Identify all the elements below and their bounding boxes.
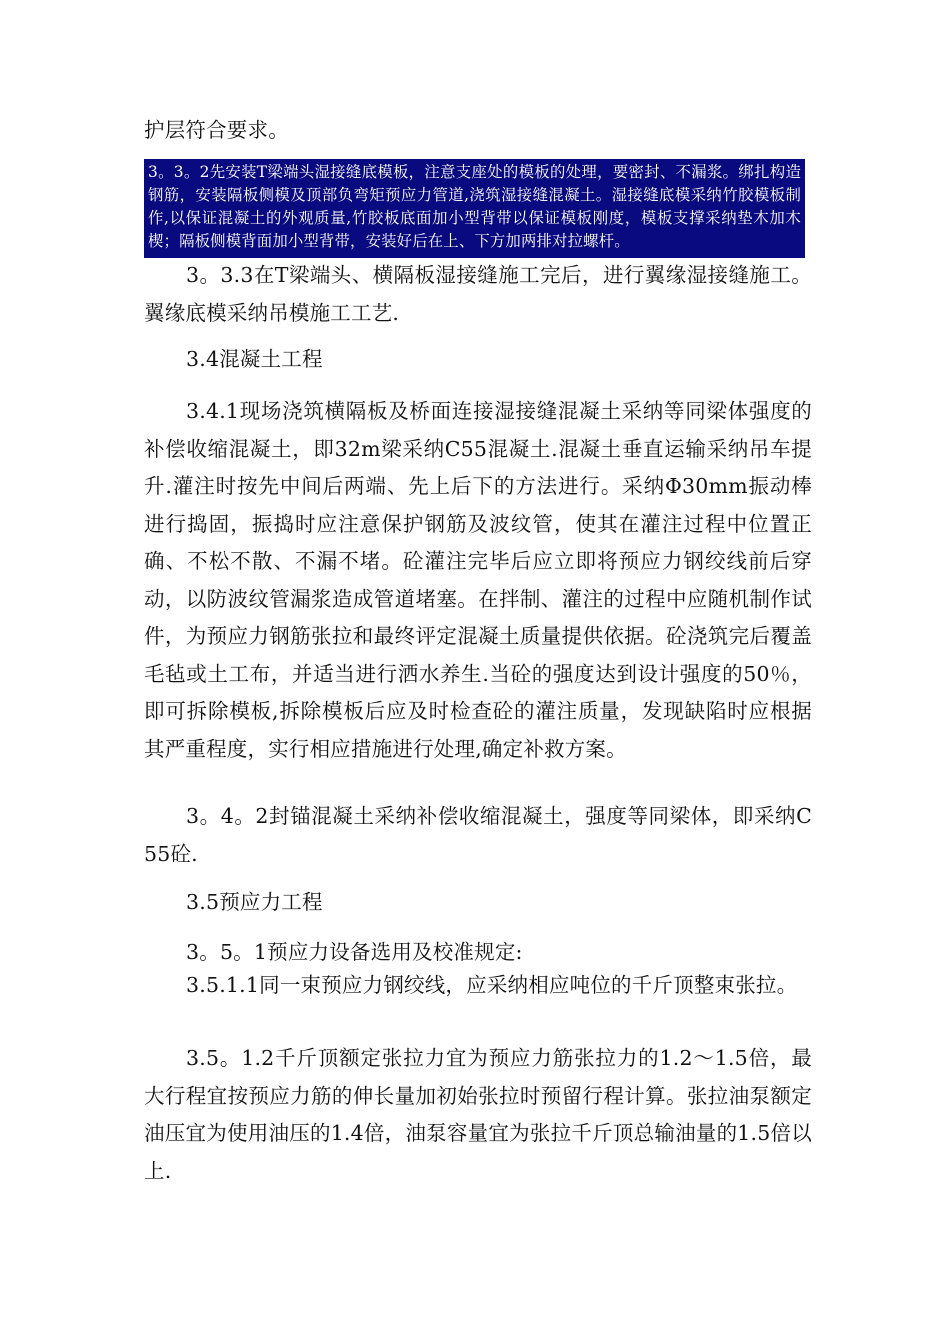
highlighted-paragraph-333-2: 3。3。2先安装T梁端头湿接缝底模板，注意支座处的模板的处理，要密封、不漏浆。绑扎构造钢筋，安装隔板侧模及顶部负弯矩预应力管道,浇筑湿接缝混凝土。湿接缝底模采纳竹胶模板制作,以保证混凝土的外观质量,竹胶板底面加小型背带以保证模板刚度，模板支撑采纳垫木加木楔；隔板侧模背面加小型背带，安装好后在上、下方加两排对拉螺杆。 [144,159,805,258]
paragraph-3511: 3.5.1.1同一束预应力钢绞线，应采纳相应吨位的千斤顶整束张拉。 [186,973,798,997]
text-section-333 [144,257,812,332]
text-section-3511 [144,967,812,1005]
text-section-341 [144,393,812,768]
heading-35: 3.5预应力工程 [186,890,323,914]
text-section-351 [144,934,812,972]
text-section-3512 [144,1040,812,1190]
paragraph-continuation: 护层符合要求。 [144,118,289,142]
text-section-342 [144,798,812,873]
heading-34: 3.4混凝土工程 [186,347,323,371]
text-heading-34 [144,341,812,379]
paragraph-351: 3。5。1预应力设备选用及校准规定: [186,940,523,964]
text-line-top [144,112,812,150]
paragraph-341: 3.4.1现场浇筑横隔板及桥面连接湿接缝混凝土采纳等同梁体强度的补偿收缩混凝土，即32m梁采纳C55混凝土.混凝土垂直运输采纳吊车提升.灌注时按先中间后两端、先上后下的方法进行。采纳Φ30mm振动棒进行捣固，振捣时应注意保护钢筋及波纹管，使其在灌注过程中位置正确、不松不散、不漏不堵。砼灌注完毕后应立即将预应力钢绞线前后穿动，以防波纹管漏浆造成管道堵塞。在拌制、灌注的过程中应随机制作试件，为预应力钢筋张拉和最终评定混凝土质量提供依据。砼浇筑完后覆盖毛毡或土工布，并适当进行洒水养生.当砼的强度达到设计强度的50％，即可拆除模板,拆除模板后应及时检查砼的灌注质量，发现缺陷时应根据其严重程度，实行相应措施进行处理,确定补救方案。 [144,399,812,761]
paragraph-3512: 3.5。1.2千斤顶额定张拉力宜为预应力筋张拉力的1.2～1.5倍，最大行程宜按预应力筋的伸长量加初始张拉时预留行程计算。张拉油泵额定油压宜为使用油压的1.4倍，油泵容量宜为张拉千斤顶总输油量的1.5倍以上. [144,1046,812,1183]
text-heading-35 [144,884,812,922]
paragraph-333: 3。3.3在T梁端头、横隔板湿接缝施工完后，进行翼缘湿接缝施工。翼缘底模采纳吊模施工工艺. [144,263,812,325]
paragraph-342: 3。4。2封锚混凝土采纳补偿收缩混凝土，强度等同梁体，即采纳C55砼. [144,804,812,866]
